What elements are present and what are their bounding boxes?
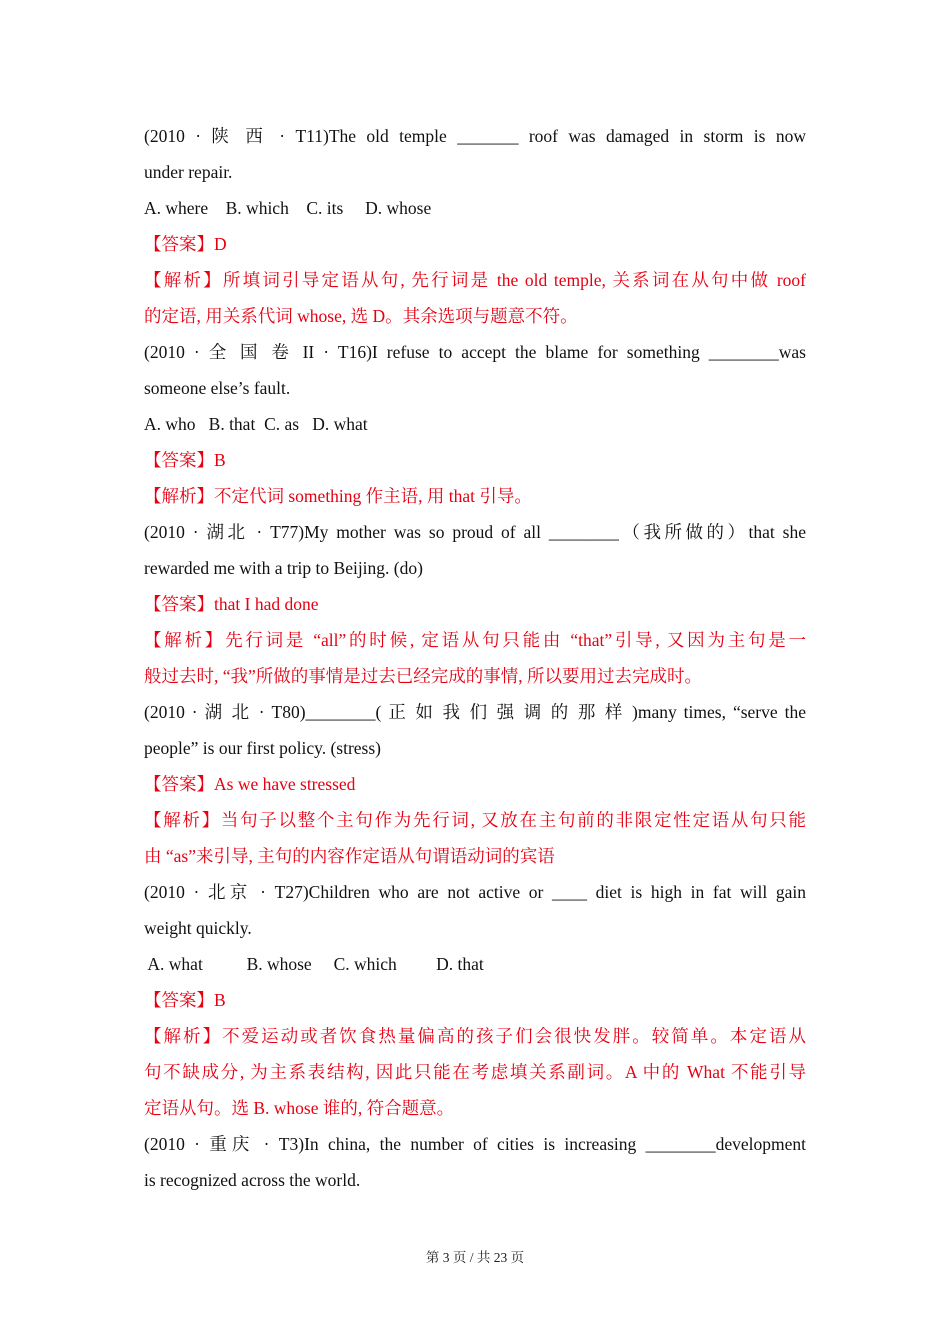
question-stem: (2010 · 湖 北 · T80)________( 正 如 我 们 强 调 的 那 样 )many times, “serve the [144,702,806,722]
question-stem: weight quickly. [144,918,252,938]
answer-line [144,442,806,478]
question-stem: rewarded me with a trip to Beijing. (do) [144,558,423,578]
answer-text: B [214,990,226,1010]
answer-tag: 【答案】 [144,450,214,470]
answer-line [144,982,806,1018]
answer-tag: 【答案】 [144,774,214,794]
analysis-text: 所填词引导定语从句, 先行词是 the old temple, 关系词在从句中做 roof [222,270,806,290]
answer-text: that I had done [214,594,319,614]
question-stem: people” is our first policy. (stress) [144,738,382,758]
analysis-tag: 【解析】 [144,270,223,290]
answer-text: B [214,450,226,470]
analysis-line [144,478,806,514]
analysis-text: 先行词是 “all”的时候, 定语从句只能由 “that”引导, 又因为主句是一 [225,630,806,650]
analysis-tag: 【解析】 [144,630,226,650]
question-stem: is recognized across the world. [144,1170,361,1190]
question-3 [144,514,806,694]
question-stem: (2010 · 北京 · T27)Children who are not active or ____ diet is high in fat will gain [144,882,806,902]
analysis-line [144,262,806,298]
question-stem: someone else’s fault. [144,378,291,398]
analysis-text: 定语从句。选 B. whose 谁的, 符合题意。 [144,1098,455,1118]
answer-text: D [214,234,227,254]
question-options: A. where B. which C. its D. whose [144,198,432,218]
question-6 [144,1126,806,1198]
question-options: A. who B. that C. as D. what [144,414,368,434]
answer-tag: 【答案】 [144,234,214,254]
question-5 [144,874,806,1126]
analysis-text: 不爱运动或者饮食热量偏高的孩子们会很快发胖。较简单。本定语从 [222,1026,806,1046]
question-stem: under repair. [144,162,233,182]
analysis-text: 当句子以整个主句作为先行词, 又放在主句前的非限定性定语从句只能 [220,810,806,830]
analysis-tag: 【解析】 [144,486,214,506]
answer-tag: 【答案】 [144,990,214,1010]
answer-line [144,586,806,622]
answer-line [144,226,806,262]
question-options: A. what B. whose C. which D. that [144,954,484,974]
analysis-text: 般过去时, “我”所做的事情是过去已经完成的事情, 所以要用过去完成时。 [144,666,703,686]
analysis-text: 由 “as”来引导, 主句的内容作定语从句谓语动词的宾语 [144,846,555,866]
question-stem: (2010 · 全 国 卷 II · T16)I refuse to accept the blame for something ________was [144,342,806,362]
question-stem: (2010 · 湖北 · T77)My mother was so proud of all ________（我所做的）that she [144,522,806,542]
analysis-line [144,802,806,838]
document-body [144,118,806,1198]
page-footer: 第 3 页 / 共 23 页 [425,1250,525,1265]
question-stem: (2010 · 重庆 · T3)In china, the number of cities is increasing ________development [144,1134,806,1154]
answer-line [144,766,806,802]
analysis-line [144,1018,806,1054]
question-2 [144,334,806,514]
question-1 [144,118,806,334]
answer-text: As we have stressed [214,774,356,794]
analysis-tag: 【解析】 [144,1026,223,1046]
analysis-line [144,622,806,658]
analysis-tag: 【解析】 [144,810,221,830]
analysis-text: 句不缺成分, 为主系表结构, 因此只能在考虑填关系副词。A 中的 What 不能引导 [144,1062,806,1082]
question-stem: (2010 · 陕 西 · T11)The old temple _______ roof was damaged in storm is now [144,126,806,146]
answer-tag: 【答案】 [144,594,214,614]
analysis-text: 的定语, 用关系代词 whose, 选 D。其余选项与题意不符。 [144,306,578,326]
question-4 [144,694,806,874]
analysis-text: 不定代词 something 作主语, 用 that 引导。 [214,486,532,506]
